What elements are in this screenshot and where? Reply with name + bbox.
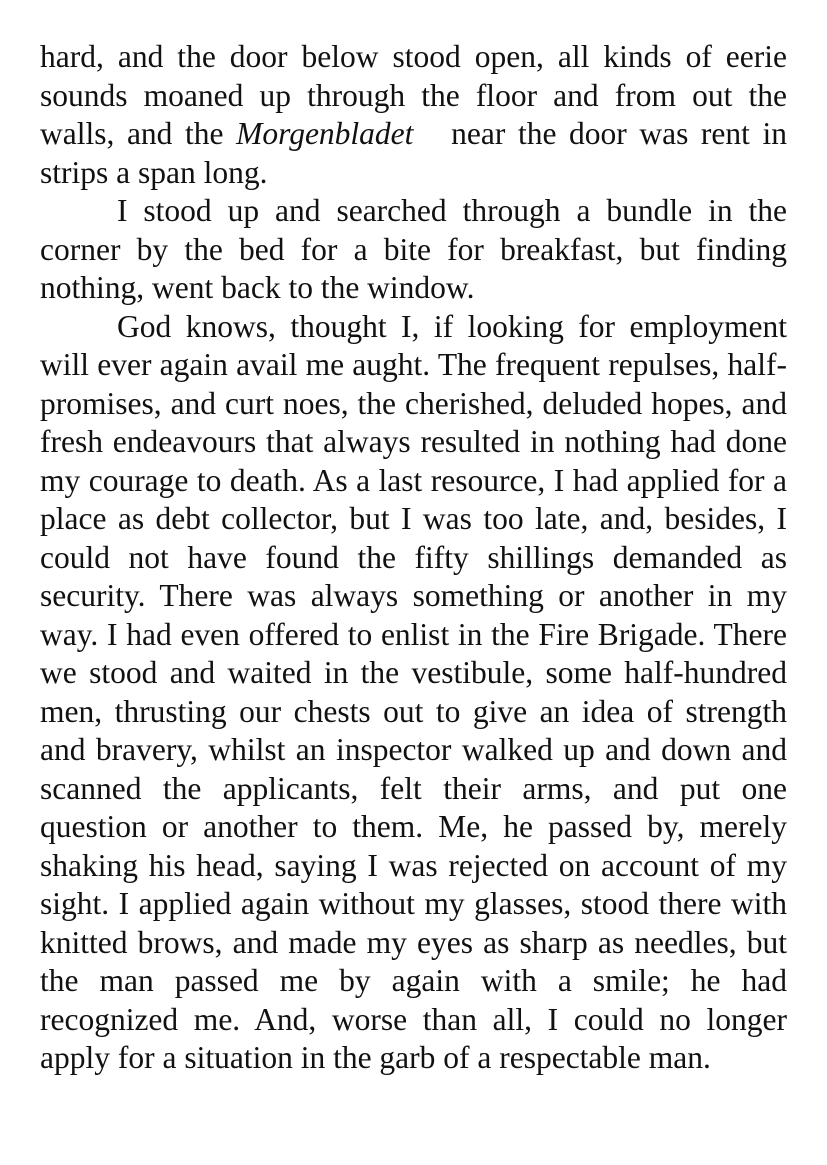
page-body xyxy=(40,38,795,1078)
newspaper-title: Morgenbladet xyxy=(236,116,414,151)
paragraph-3: God knows, thought I, if looking for employment will ever again avail me aught. The frequent repulses, half-promises, and curt noes, the cherished, deluded hopes, and fresh endeavours that always resulted in nothing had done my courage to death. As a last resource, I had applied for a place as debt collector, but I was too late, and, besides, I could not have found the fifty shillings demanded as security. There was always something or another in my way. I had even offered to enlist in the Fire Brigade. There we stood and waited in the vestibule, some half-hundred men, thrusting our chests out to give an idea of strength and bravery, whilst an inspector walked up and down and scanned the applicants, felt their arms, and put one question or another to them. Me, he passed by, merely shaking his head, saying I was rejected on account of my sight. I applied again without my glasses, stood there with knitted brows, and made my eyes as sharp as needles, but the man passed me by again with a smile; he had recognized me. And, worse than all, I could no longer apply for a situation in the garb of a respectable man. xyxy=(40,308,787,1075)
paragraph-1-text-end: near the door was rent in strips a span long. xyxy=(40,116,795,190)
paragraph-1 xyxy=(40,38,795,192)
paragraph-1-text-start: hard, and the door below stood open, all kinds of eerie sounds moaned up through the floor and from out the walls, and the xyxy=(40,39,787,151)
paragraph-2: I stood up and searched through a bundle in the corner by the bed for a bite for breakfast, but finding nothing, went back to the window. xyxy=(40,193,787,305)
